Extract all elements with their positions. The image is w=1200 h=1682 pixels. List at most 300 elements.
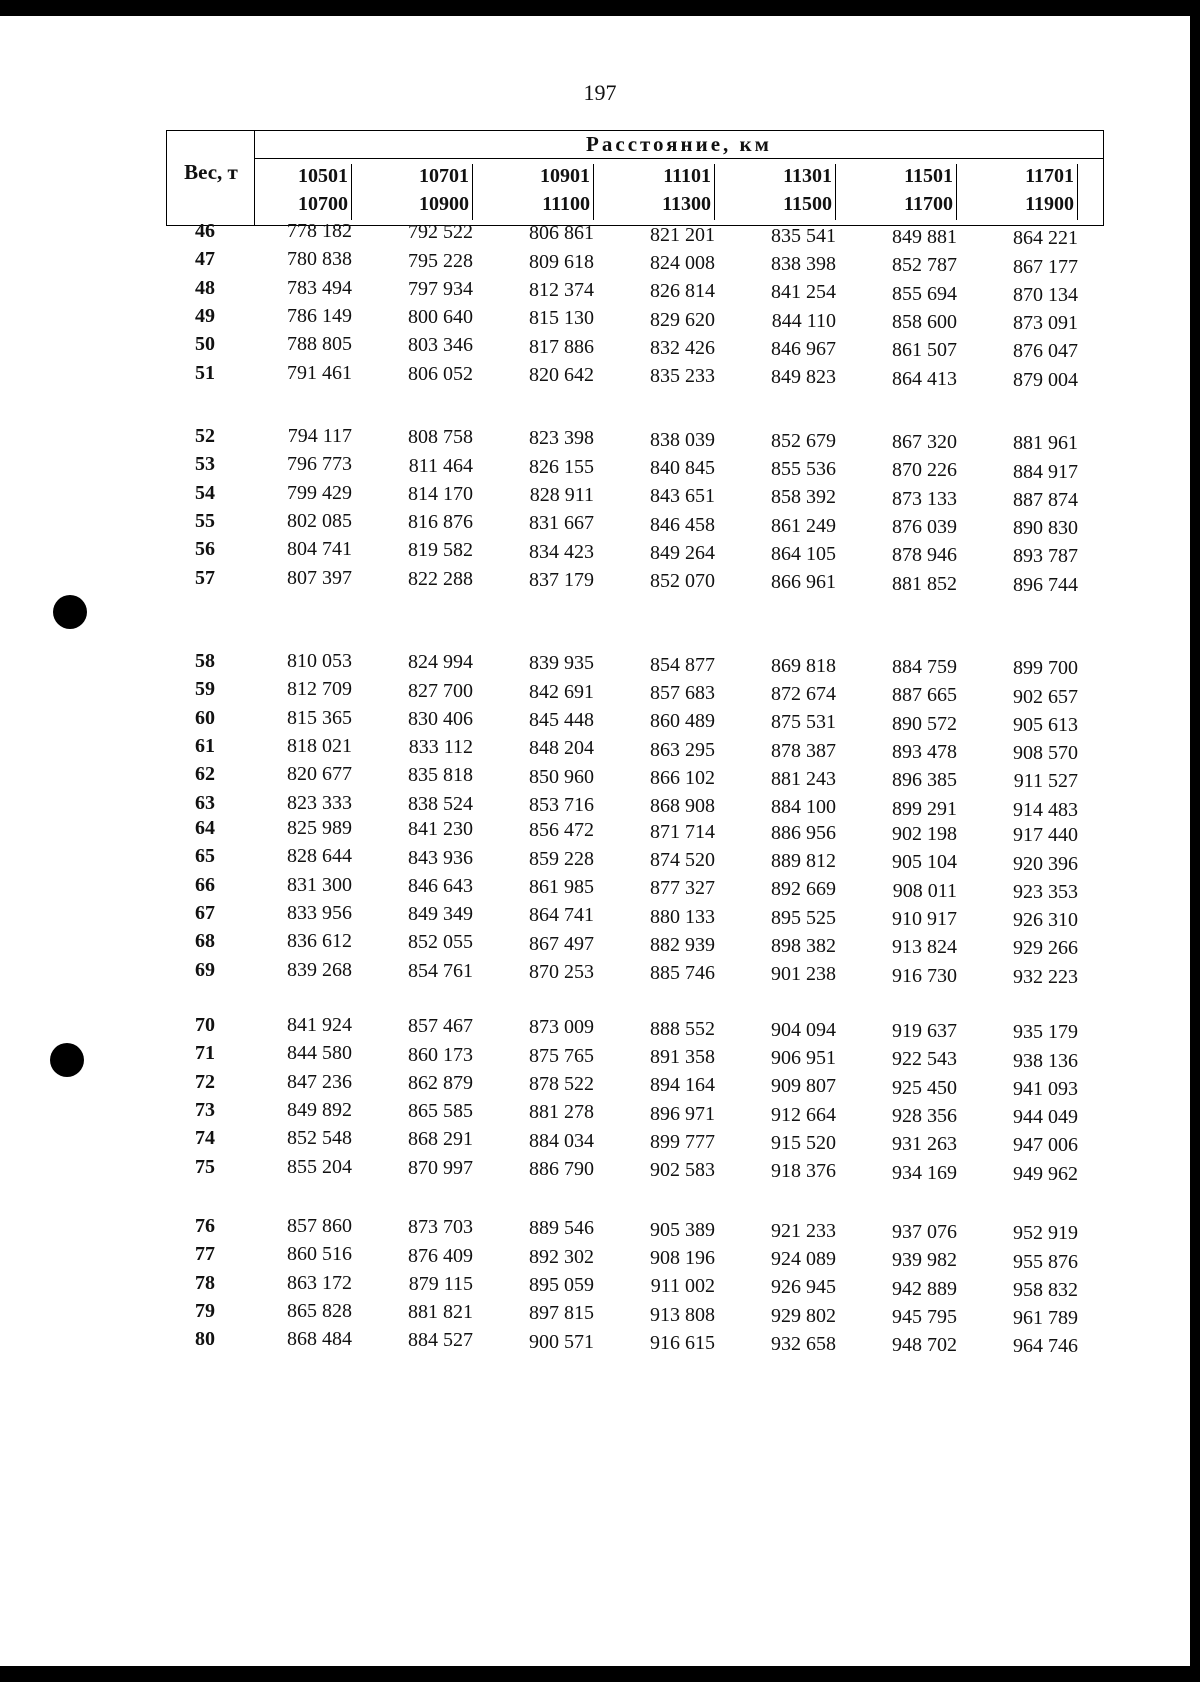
table-cell: 900 571: [529, 1330, 594, 1353]
table-cell: 893 478: [892, 740, 957, 763]
table-cell: 853 716: [529, 793, 594, 816]
table-cell: 819 582: [408, 539, 473, 562]
table-cell: 964 746: [1013, 1335, 1078, 1358]
range-from: 11701: [1025, 165, 1074, 187]
range-from: 10901: [540, 165, 590, 187]
table-cell: 938 136: [1013, 1049, 1078, 1072]
table-cell: 855 536: [771, 458, 836, 481]
row-weight: 77: [195, 1243, 215, 1266]
table-cell: 914 483: [1013, 798, 1078, 821]
table-cell: 863 172: [287, 1271, 352, 1294]
table-cell: 864 105: [771, 543, 836, 565]
table-cell: 833 112: [408, 736, 473, 759]
table-cell: 786 149: [287, 304, 352, 327]
table-cell: 854 877: [650, 653, 715, 676]
row-weight: 59: [195, 678, 215, 701]
table-cell: 841 924: [287, 1014, 352, 1036]
table-cell: 811 464: [408, 454, 473, 477]
table-cell: 846 643: [408, 874, 473, 897]
table-cell: 873 009: [529, 1016, 594, 1039]
table-cell: 838 039: [650, 428, 715, 451]
table-cell: 861 249: [771, 514, 836, 537]
table-cell: 844 580: [287, 1042, 352, 1065]
range-from: 10701: [419, 165, 469, 187]
range-from: 11301: [783, 165, 832, 187]
table-cell: 880 133: [650, 905, 715, 928]
table-cell: 797 934: [408, 277, 473, 300]
row-weight: 72: [195, 1070, 215, 1093]
table-cell: 908 570: [1013, 742, 1078, 765]
table-cell: 849 892: [287, 1098, 352, 1121]
table-cell: 920 396: [1013, 852, 1078, 875]
table-cell: 887 665: [892, 684, 957, 707]
table-cell: 909 807: [771, 1075, 836, 1098]
table-cell: 884 917: [1013, 460, 1078, 483]
table-cell: 852 787: [892, 254, 957, 277]
table-cell: 892 302: [529, 1245, 594, 1268]
table-cell: 861 985: [529, 876, 594, 898]
table-cell: 872 674: [771, 683, 836, 706]
row-weight: 64: [195, 817, 215, 839]
table-cell: 807 397: [287, 566, 352, 589]
table-cell: 870 997: [408, 1156, 473, 1179]
table-cell: 834 423: [529, 540, 594, 563]
table-cell: 803 346: [408, 334, 473, 357]
table-cell: 875 765: [529, 1044, 594, 1067]
table-cell: 858 392: [771, 486, 836, 509]
table-cell: 864 741: [529, 904, 594, 927]
table-cell: 905 104: [892, 851, 957, 874]
table-cell: 939 982: [892, 1249, 957, 1272]
table-cell: 863 295: [650, 738, 715, 761]
table-cell: 852 548: [287, 1127, 352, 1150]
range-from: 11101: [663, 165, 711, 187]
table-cell: 876 409: [408, 1244, 473, 1267]
table-cell: 881 278: [529, 1101, 594, 1124]
table-cell: 904 094: [771, 1018, 836, 1041]
table-cell: 892 669: [771, 878, 836, 901]
table-cell: 922 543: [892, 1048, 957, 1071]
scan-border-right: [1190, 0, 1200, 1682]
table-cell: 889 812: [771, 850, 836, 873]
table-cell: 935 179: [1013, 1021, 1078, 1044]
table-cell: 800 640: [408, 306, 473, 329]
range-to: 11700: [904, 193, 953, 215]
table-cell: 822 288: [408, 567, 473, 590]
row-weight: 62: [195, 763, 215, 786]
range-header-5: [726, 162, 836, 222]
table-cell: 831 667: [529, 512, 594, 535]
range-separator: [351, 164, 352, 220]
table-cell: 881 821: [408, 1301, 473, 1324]
row-weight: 58: [195, 650, 215, 672]
table-cell: 885 746: [650, 962, 715, 985]
table-cell: 881 961: [1013, 432, 1078, 455]
table-cell: 820 642: [529, 363, 594, 386]
table-cell: 816 876: [408, 511, 473, 534]
range-separator: [714, 164, 715, 220]
row-weight: 78: [195, 1271, 215, 1294]
table-cell: 868 291: [408, 1128, 473, 1151]
table-cell: 795 228: [408, 249, 473, 272]
table-cell: 866 961: [771, 571, 836, 594]
table-cell: 937 076: [892, 1221, 957, 1243]
row-weight: 60: [195, 706, 215, 729]
table-cell: 859 228: [529, 847, 594, 870]
table-cell: 818 021: [287, 734, 352, 757]
range-to: 10900: [419, 193, 469, 215]
table-cell: 826 814: [650, 280, 715, 303]
table-cell: 812 709: [287, 678, 352, 701]
table-cell: 882 939: [650, 933, 715, 956]
table-cell: 878 387: [771, 739, 836, 762]
table-cell: 878 946: [892, 544, 957, 567]
table-cell: 809 618: [529, 250, 594, 273]
table-cell: 868 484: [287, 1328, 352, 1351]
table-cell: 828 911: [529, 484, 594, 506]
table-cell: 826 155: [529, 455, 594, 478]
table-cell: 874 520: [650, 848, 715, 871]
table-cell: 910 917: [892, 907, 957, 930]
table-cell: 911 002: [650, 1275, 715, 1298]
table-cell: 839 268: [287, 958, 352, 981]
table-cell: 814 170: [408, 482, 473, 505]
table-cell: 825 989: [287, 817, 352, 839]
table-header: [166, 130, 1104, 226]
table-cell: 921 233: [771, 1219, 836, 1242]
table-cell: 852 679: [771, 429, 836, 452]
table-cell: 824 994: [408, 651, 473, 674]
row-weight: 80: [195, 1328, 215, 1351]
row-weight: 57: [195, 566, 215, 589]
header-divider-horizontal: [254, 158, 1104, 159]
table-cell: 835 818: [408, 764, 473, 787]
table-cell: 878 522: [529, 1073, 594, 1095]
range-to: 11300: [662, 193, 711, 215]
table-cell: 835 541: [771, 224, 836, 247]
table-cell: 908 196: [650, 1246, 715, 1269]
table-cell: 836 612: [287, 930, 352, 953]
table-cell: 847 236: [287, 1070, 352, 1093]
table-cell: 788 805: [287, 333, 352, 356]
table-cell: 821 201: [650, 223, 715, 246]
table-cell: 865 585: [408, 1100, 473, 1123]
page-number: 197: [583, 80, 617, 105]
table-cell: 879 004: [1013, 368, 1078, 391]
row-weight: 63: [195, 791, 215, 814]
table-cell: 876 039: [892, 515, 957, 538]
table-cell: 849 349: [408, 903, 473, 926]
table-cell: 931 263: [892, 1133, 957, 1156]
table-cell: 908 011: [892, 879, 957, 902]
table-cell: 884 527: [408, 1329, 473, 1352]
row-weight: 75: [195, 1155, 215, 1178]
table-cell: 854 761: [408, 959, 473, 982]
table-cell: 890 830: [1013, 517, 1078, 540]
table-cell: 899 291: [892, 797, 957, 820]
table-cell: 941 093: [1013, 1077, 1078, 1100]
table-cell: 871 714: [650, 820, 715, 843]
table-cell: 845 448: [529, 709, 594, 731]
row-weight: 46: [195, 220, 215, 242]
table-cell: 817 886: [529, 335, 594, 358]
table-cell: 902 198: [892, 823, 957, 845]
table-cell: 783 494: [287, 276, 352, 299]
table-cell: 949 962: [1013, 1162, 1078, 1185]
scan-border-bottom: [0, 1666, 1200, 1682]
table-cell: 913 808: [650, 1303, 715, 1326]
table-cell: 895 525: [771, 906, 836, 929]
row-weight: 73: [195, 1098, 215, 1121]
range-to: 11500: [783, 193, 832, 215]
table-cell: 932 658: [771, 1333, 836, 1355]
range-header-3: [484, 162, 594, 222]
row-weight: 54: [195, 481, 215, 504]
table-cell: 870 253: [529, 960, 594, 983]
table-cell: 846 458: [650, 513, 715, 536]
table-cell: 835 233: [650, 365, 715, 388]
row-weight: 53: [195, 453, 215, 476]
table-cell: 926 310: [1013, 909, 1078, 932]
table-cell: 947 006: [1013, 1134, 1078, 1157]
table-cell: 852 070: [650, 570, 715, 593]
table-cell: 820 677: [287, 763, 352, 786]
row-weight: 66: [195, 873, 215, 896]
table-cell: 830 406: [408, 707, 473, 730]
table-cell: 934 169: [892, 1161, 957, 1184]
range-to: 11900: [1025, 193, 1074, 215]
range-separator: [1077, 164, 1078, 220]
table-cell: 873 703: [408, 1216, 473, 1239]
table-cell: 884 759: [892, 656, 957, 678]
table-cell: 867 177: [1013, 255, 1078, 278]
table-cell: 958 832: [1013, 1278, 1078, 1301]
table-cell: 932 223: [1013, 965, 1078, 988]
table-cell: 876 047: [1013, 340, 1078, 363]
table-cell: 857 683: [650, 681, 715, 704]
table-cell: 955 876: [1013, 1250, 1078, 1273]
table-cell: 838 524: [408, 792, 473, 815]
table-cell: 815 365: [287, 706, 352, 729]
table-cell: 778 182: [287, 220, 352, 242]
table-cell: 864 221: [1013, 227, 1078, 250]
range-header-1: [242, 162, 352, 222]
table-cell: 829 620: [650, 308, 715, 331]
row-weight: 67: [195, 901, 215, 924]
table-cell: 896 385: [892, 769, 957, 792]
table-cell: 831 300: [287, 873, 352, 896]
table-cell: 899 700: [1013, 657, 1078, 680]
table-cell: 905 613: [1013, 713, 1078, 736]
table-cell: 896 744: [1013, 573, 1078, 596]
table-cell: 802 085: [287, 509, 352, 532]
table-cell: 889 546: [529, 1217, 594, 1240]
range-separator: [472, 164, 473, 220]
table-cell: 924 089: [771, 1248, 836, 1271]
table-cell: 948 702: [892, 1334, 957, 1357]
table-cell: 875 531: [771, 711, 836, 734]
table-cell: 887 874: [1013, 488, 1078, 511]
table-cell: 857 467: [408, 1015, 473, 1038]
table-cell: 913 824: [892, 936, 957, 959]
table-cell: 799 429: [287, 481, 352, 504]
range-to: 11100: [542, 193, 590, 215]
table-cell: 858 600: [892, 310, 957, 333]
row-weight: 49: [195, 304, 215, 327]
table-cell: 879 115: [408, 1272, 473, 1295]
table-cell: 873 091: [1013, 312, 1078, 335]
table-cell: 850 960: [529, 765, 594, 788]
table-cell: 828 644: [287, 845, 352, 868]
range-separator: [593, 164, 594, 220]
table-cell: 873 133: [892, 487, 957, 510]
table-cell: 842 691: [529, 680, 594, 703]
table-cell: 841 254: [771, 281, 836, 304]
row-weight: 48: [195, 276, 215, 299]
range-header-4: [605, 162, 715, 222]
table-cell: 839 935: [529, 652, 594, 675]
table-cell: 925 450: [892, 1076, 957, 1099]
table-cell: 894 164: [650, 1074, 715, 1097]
row-weight: 55: [195, 509, 215, 532]
table-cell: 792 522: [408, 221, 473, 244]
table-cell: 823 333: [287, 791, 352, 814]
table-cell: 856 472: [529, 819, 594, 842]
table-cell: 843 651: [650, 485, 715, 508]
row-weight: 56: [195, 538, 215, 561]
row-weight: 52: [195, 425, 215, 447]
table-cell: 877 327: [650, 877, 715, 900]
table-cell: 898 382: [771, 935, 836, 957]
table-cell: 855 204: [287, 1155, 352, 1178]
row-weight: 79: [195, 1299, 215, 1322]
table-cell: 870 134: [1013, 283, 1078, 306]
row-weight: 50: [195, 333, 215, 356]
table-cell: 897 815: [529, 1302, 594, 1325]
weight-column-header: Вес, т: [184, 160, 238, 184]
row-weight: 69: [195, 958, 215, 981]
table-cell: 902 657: [1013, 685, 1078, 708]
table-cell: 810 053: [287, 650, 352, 672]
table-cell: 843 936: [408, 846, 473, 869]
table-cell: 860 489: [650, 710, 715, 733]
row-weight: 61: [195, 734, 215, 757]
table-cell: 823 398: [529, 427, 594, 450]
table-cell: 806 861: [529, 222, 594, 245]
table-cell: 961 789: [1013, 1307, 1078, 1330]
table-cell: 916 615: [650, 1331, 715, 1354]
table-cell: 928 356: [892, 1104, 957, 1127]
punch-hole-lower: [50, 1043, 84, 1077]
table-cell: 945 795: [892, 1305, 957, 1328]
row-weight: 70: [195, 1014, 215, 1036]
table-cell: 917 440: [1013, 824, 1078, 847]
distance-group-header: Расстояние, км: [586, 132, 772, 156]
table-cell: 866 102: [650, 766, 715, 789]
range-header-2: [363, 162, 473, 222]
table-cell: 865 828: [287, 1299, 352, 1322]
table-cell: 884 100: [771, 796, 836, 819]
range-separator: [835, 164, 836, 220]
table-cell: 812 374: [529, 279, 594, 301]
table-cell: 867 497: [529, 932, 594, 955]
table-cell: 899 777: [650, 1130, 715, 1153]
row-weight: 51: [195, 361, 215, 384]
table-cell: 860 516: [287, 1243, 352, 1266]
table-cell: 796 773: [287, 453, 352, 476]
range-from: 10501: [298, 165, 348, 187]
table-cell: 841 230: [408, 818, 473, 841]
table-cell: 848 204: [529, 737, 594, 760]
table-cell: 884 034: [529, 1129, 594, 1152]
table-cell: 905 389: [650, 1218, 715, 1241]
row-weight: 71: [195, 1042, 215, 1065]
table-cell: 832 426: [650, 336, 715, 359]
scan-border-top: [0, 0, 1200, 16]
table-cell: 791 461: [287, 361, 352, 384]
table-cell: 852 055: [408, 931, 473, 954]
table-cell: 923 353: [1013, 880, 1078, 903]
table-cell: 895 059: [529, 1274, 594, 1296]
table-cell: 896 971: [650, 1102, 715, 1125]
table-cell: 926 945: [771, 1276, 836, 1299]
table-cell: 862 879: [408, 1071, 473, 1094]
table-cell: 815 130: [529, 307, 594, 330]
table-cell: 837 179: [529, 568, 594, 591]
table-cell: 794 117: [287, 425, 352, 447]
table-cell: 804 741: [287, 538, 352, 561]
table-cell: 780 838: [287, 248, 352, 271]
table-cell: 881 852: [892, 572, 957, 595]
table-cell: 912 664: [771, 1103, 836, 1126]
row-weight: 65: [195, 845, 215, 868]
table-cell: 869 818: [771, 654, 836, 677]
table-cell: 942 889: [892, 1277, 957, 1300]
table-cell: 827 700: [408, 679, 473, 702]
table-cell: 864 413: [892, 367, 957, 390]
table-cell: 867 320: [892, 431, 957, 453]
table-cell: 890 572: [892, 712, 957, 735]
table-cell: 886 956: [771, 821, 836, 844]
table-cell: 891 358: [650, 1045, 715, 1068]
table-cell: 849 264: [650, 541, 715, 564]
table-cell: 861 507: [892, 339, 957, 362]
table-cell: 919 637: [892, 1020, 957, 1042]
table-cell: 855 694: [892, 282, 957, 305]
table-cell: 849 823: [771, 366, 836, 389]
table-cell: 893 787: [1013, 545, 1078, 568]
table-cell: 860 173: [408, 1043, 473, 1066]
range-to: 10700: [298, 193, 348, 215]
range-from: 11501: [904, 165, 953, 187]
table-cell: 886 790: [529, 1157, 594, 1180]
punch-hole-upper: [53, 595, 87, 629]
table-cell: 833 956: [287, 901, 352, 924]
table-cell: 952 919: [1013, 1222, 1078, 1245]
table-cell: 870 226: [892, 459, 957, 482]
table-cell: 824 008: [650, 251, 715, 274]
table-cell: 844 110: [771, 309, 836, 332]
table-cell: 806 052: [408, 362, 473, 385]
table-cell: 849 881: [892, 226, 957, 248]
range-header-6: [847, 162, 957, 222]
row-weight: 68: [195, 930, 215, 953]
table-cell: 911 527: [1013, 770, 1078, 793]
table-cell: 915 520: [771, 1132, 836, 1154]
table-cell: 929 802: [771, 1304, 836, 1327]
table-cell: 918 376: [771, 1160, 836, 1183]
table-cell: 901 238: [771, 963, 836, 986]
